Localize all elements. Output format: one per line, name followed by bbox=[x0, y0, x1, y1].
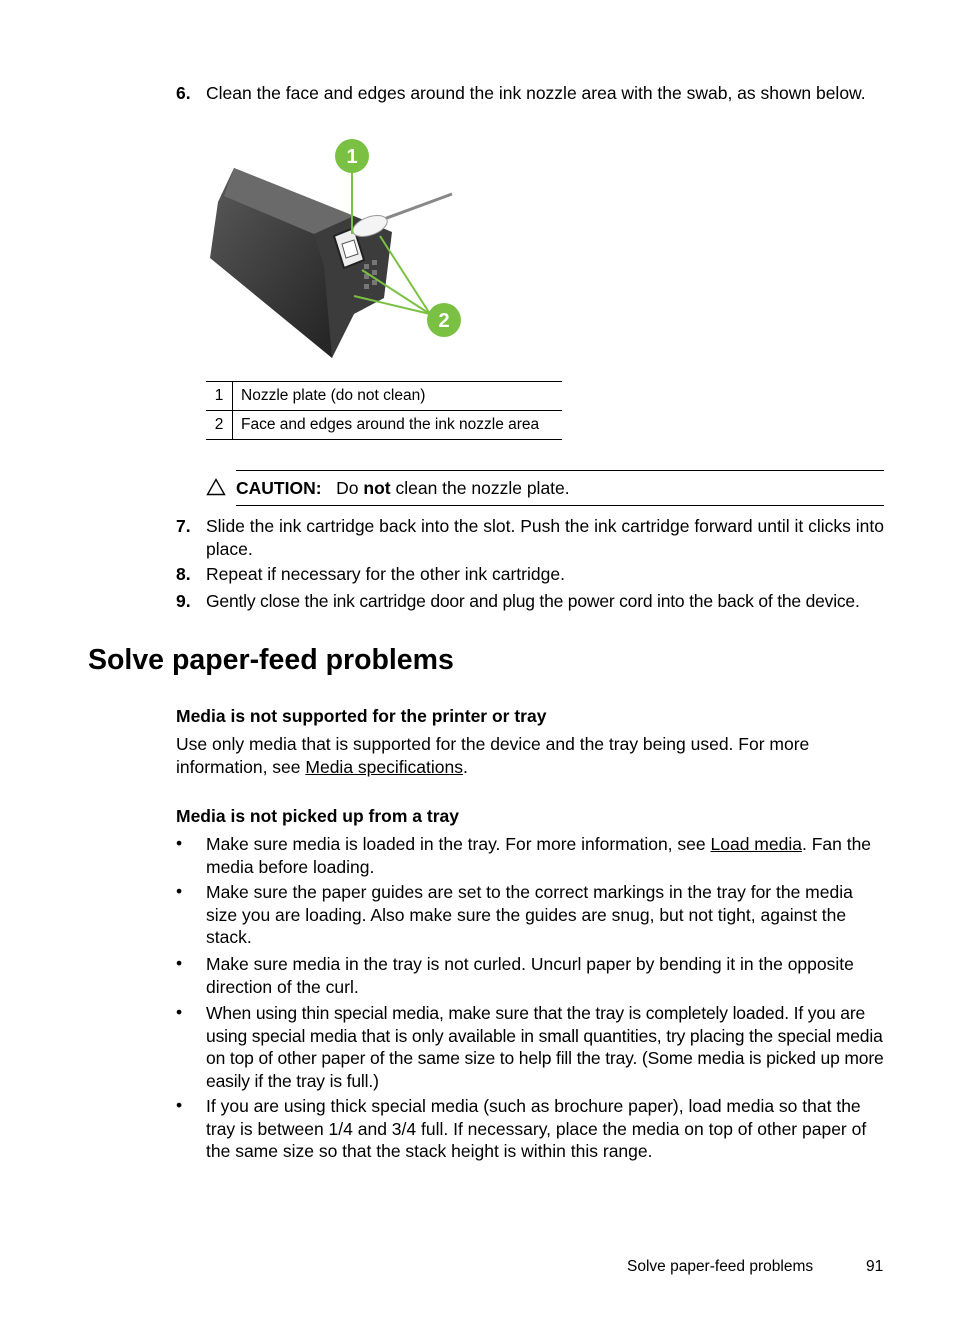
list-item: Make sure media in the tray is not curled. Uncurl paper by bending it in the opposite direction of the curl. bbox=[206, 954, 854, 997]
legend-text: Face and edges around the ink nozzle area bbox=[233, 411, 563, 440]
callout-1-label: 1 bbox=[346, 146, 358, 168]
swab-stick bbox=[376, 194, 452, 222]
media-specifications-link[interactable]: Media specifications bbox=[305, 756, 463, 777]
bullet-icon: • bbox=[176, 1095, 183, 1115]
bullet-icon: • bbox=[176, 833, 183, 853]
callout-2-label: 2 bbox=[438, 310, 450, 332]
list-item: When using thin special media, make sure that the tray is completely loaded. If you are using special media that is only available in small quantities, try placing the special media on top of other paper of the same size to help fill the tray. (Some media is picked up more easily if the tray is full.) bbox=[206, 1003, 884, 1091]
list-item: If you are using thick special media (such as brochure paper), load media so that the tray is between 1/4 and 3/4 full. If necessary, place the media on top of other paper of the same size so that the stack height is within this range. bbox=[206, 1096, 867, 1161]
caution-text-pre: Do bbox=[336, 478, 359, 498]
legend-text: Nozzle plate (do not clean) bbox=[233, 382, 563, 411]
legend-number: 1 bbox=[206, 382, 233, 411]
bullet-icon: • bbox=[176, 953, 183, 973]
warning-triangle-icon bbox=[206, 478, 226, 496]
step-text: Slide the ink cartridge back into the slot. Push the ink cartridge forward until it clicks into place. bbox=[206, 516, 884, 559]
caution-label: CAUTION: bbox=[236, 478, 322, 498]
step-text: Gently close the ink cartridge door and plug the power cord into the back of the device. bbox=[206, 591, 860, 611]
caution-rule-top bbox=[236, 470, 884, 471]
step-number: 9. bbox=[176, 591, 191, 611]
list-item bbox=[206, 833, 886, 878]
section-title: Solve paper-feed problems bbox=[88, 644, 454, 676]
caution-note bbox=[236, 478, 570, 499]
table-row bbox=[206, 411, 562, 440]
table-row bbox=[206, 382, 562, 411]
step-number: 7. bbox=[176, 516, 191, 536]
page-number: 91 bbox=[866, 1258, 884, 1275]
subsection-heading: Media is not picked up from a tray bbox=[176, 806, 459, 826]
subsection-heading: Media is not supported for the printer or tray bbox=[176, 706, 547, 726]
footer-section-name: Solve paper-feed problems bbox=[627, 1258, 814, 1275]
caution-text-post: clean the nozzle plate. bbox=[395, 478, 570, 498]
step-text: Repeat if necessary for the other ink cartridge. bbox=[206, 564, 565, 584]
ink-cartridge-illustration bbox=[204, 136, 468, 362]
list-item: Make sure the paper guides are set to the correct markings in the tray for the media size you are loading. Also make sure the guides are snug, but not tight, against the stack. bbox=[206, 882, 853, 947]
bullet-icon: • bbox=[176, 1002, 183, 1022]
step-text: Clean the face and edges around the ink nozzle area with the swab, as shown below. bbox=[206, 83, 866, 103]
legend-number: 2 bbox=[206, 411, 233, 440]
step-number: 6. bbox=[176, 83, 191, 103]
paragraph-text-end: . bbox=[462, 756, 468, 777]
load-media-link[interactable]: Load media bbox=[710, 834, 802, 854]
paragraph bbox=[176, 733, 876, 778]
paragraph-text: Use only media that is supported for the device and the tray being used. For more information, see bbox=[176, 734, 810, 777]
list-item-text: Make sure media is loaded in the tray. For more information, see bbox=[206, 834, 706, 854]
bullet-icon: • bbox=[176, 881, 183, 901]
caution-text-bold: not bbox=[363, 478, 391, 498]
list-item-text-end: . Fan the media before loading. bbox=[206, 834, 872, 877]
step-number: 8. bbox=[176, 564, 191, 584]
caution-rule-bottom bbox=[236, 505, 884, 506]
figure-legend-table bbox=[206, 381, 562, 440]
